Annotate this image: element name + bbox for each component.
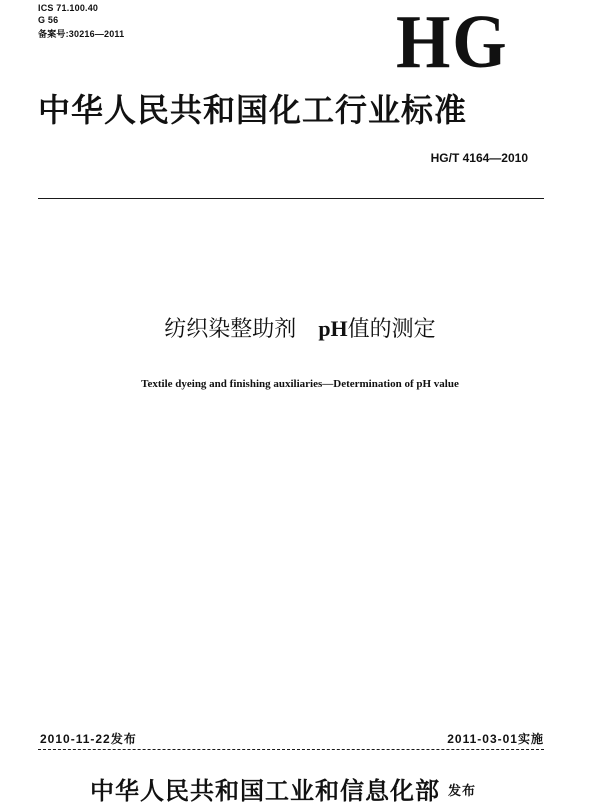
implementation-label: 实施 (517, 732, 544, 746)
ics-code: ICS 71.100.40 (38, 3, 99, 13)
title-cn-suffix: 值的测定 (347, 317, 436, 342)
document-title-cn (0, 314, 600, 345)
standard-number: HG/T 4164—2010 (430, 151, 528, 165)
issue-date-line (40, 731, 137, 747)
title-cn-prefix: 纺织染整助剂 (164, 317, 297, 342)
ccs-code: G 56 (38, 15, 59, 25)
implementation-date: 2011-03-01 (447, 732, 518, 746)
filing-number: 备案号:30216—2011 (38, 29, 125, 39)
issue-date: 2010-11-22 (40, 732, 111, 746)
hg-logo: HG (396, 0, 509, 84)
title-cn-ph: pH (318, 316, 348, 341)
top-divider (38, 198, 544, 199)
issue-label: 发布 (110, 732, 137, 746)
standard-title: 中华人民共和国化工行业标准 (38, 91, 468, 129)
implementation-date-line (447, 731, 544, 747)
issuer-suffix: 发布 (448, 784, 477, 799)
document-title-en: Textile dyeing and finishing auxiliaries—Determination of pH value (141, 378, 459, 390)
bottom-divider (38, 749, 544, 750)
issuer-name: 中华人民共和国工业和信息化部 (90, 777, 440, 805)
issuer-line (90, 776, 476, 807)
